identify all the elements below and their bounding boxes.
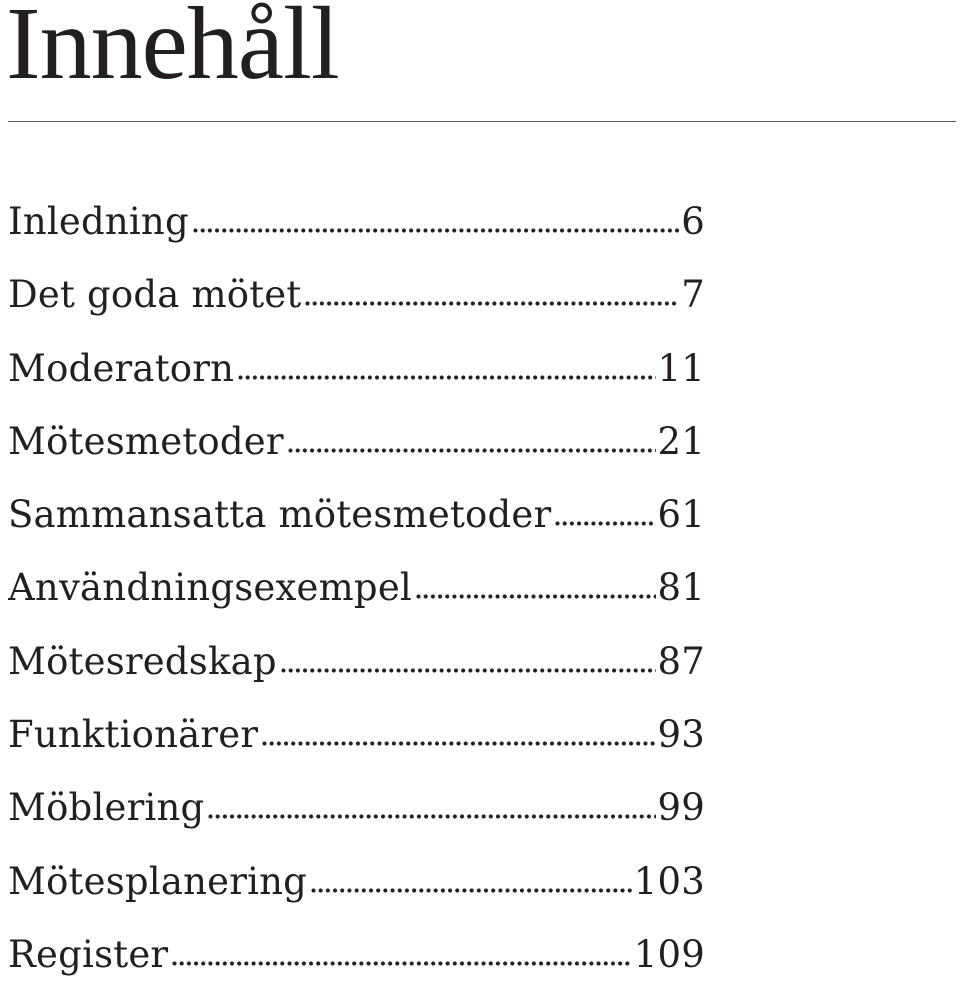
toc-entry-register[interactable] — [8, 929, 705, 1002]
dot-leader — [311, 888, 632, 893]
dot-leader — [238, 375, 655, 380]
dot-leader — [262, 741, 655, 746]
toc-entry-label: Mötesmetoder — [8, 419, 284, 463]
toc-entry-motesplanering[interactable] — [8, 856, 705, 929]
toc-page-number: 61 — [657, 493, 705, 537]
toc-page-number: 109 — [633, 932, 705, 976]
toc-page-number: 7 — [681, 273, 705, 317]
dot-leader — [555, 521, 655, 526]
toc-entry-det-goda-motet[interactable] — [8, 269, 705, 342]
dot-leader — [193, 228, 679, 233]
toc-entry-label: Användningsexempel — [8, 566, 412, 610]
dot-leader — [288, 448, 656, 453]
title-divider — [8, 121, 956, 122]
toc-entry-inledning[interactable] — [8, 196, 705, 269]
toc-entry-label: Sammansatta mötesmetoder — [8, 493, 552, 537]
dot-leader — [208, 814, 655, 819]
toc-page-number: 81 — [657, 566, 705, 610]
toc-entry-label: Moderatorn — [8, 346, 235, 390]
toc-entry-motesredskap[interactable] — [8, 636, 705, 709]
toc-entry-label: Funktionärer — [8, 713, 259, 757]
toc-entry-label: Inledning — [8, 200, 189, 243]
toc-entry-label: Register — [8, 932, 169, 976]
toc-page-number: 11 — [657, 346, 705, 390]
toc-entry-anvandningsexempel[interactable] — [8, 562, 705, 635]
toc-entry-funktionarer[interactable] — [8, 709, 705, 782]
toc-entry-label: Möblering — [8, 786, 205, 830]
toc-page-number: 93 — [657, 713, 705, 757]
dot-leader — [172, 961, 631, 966]
dot-leader — [281, 668, 656, 673]
toc-entry-sammansatta-motesmetoder[interactable] — [8, 489, 705, 562]
toc-page-number: 6 — [681, 200, 705, 243]
dot-leader — [305, 301, 679, 306]
dot-leader — [416, 594, 656, 599]
table-of-contents — [8, 196, 705, 1002]
toc-entry-label: Det goda mötet — [8, 273, 302, 317]
toc-page-number: 99 — [657, 786, 705, 830]
toc-page-number: 87 — [657, 639, 705, 683]
toc-page-number: 21 — [657, 419, 705, 463]
toc-page-number: 103 — [633, 859, 705, 903]
toc-entry-moderatorn[interactable] — [8, 343, 705, 416]
toc-entry-label: Mötesplanering — [8, 859, 308, 903]
toc-entry-motesmetoder[interactable] — [8, 416, 705, 489]
toc-entry-moblering[interactable] — [8, 782, 705, 855]
page-title: Innehåll — [6, 0, 339, 101]
toc-entry-label: Mötesredskap — [8, 639, 277, 683]
